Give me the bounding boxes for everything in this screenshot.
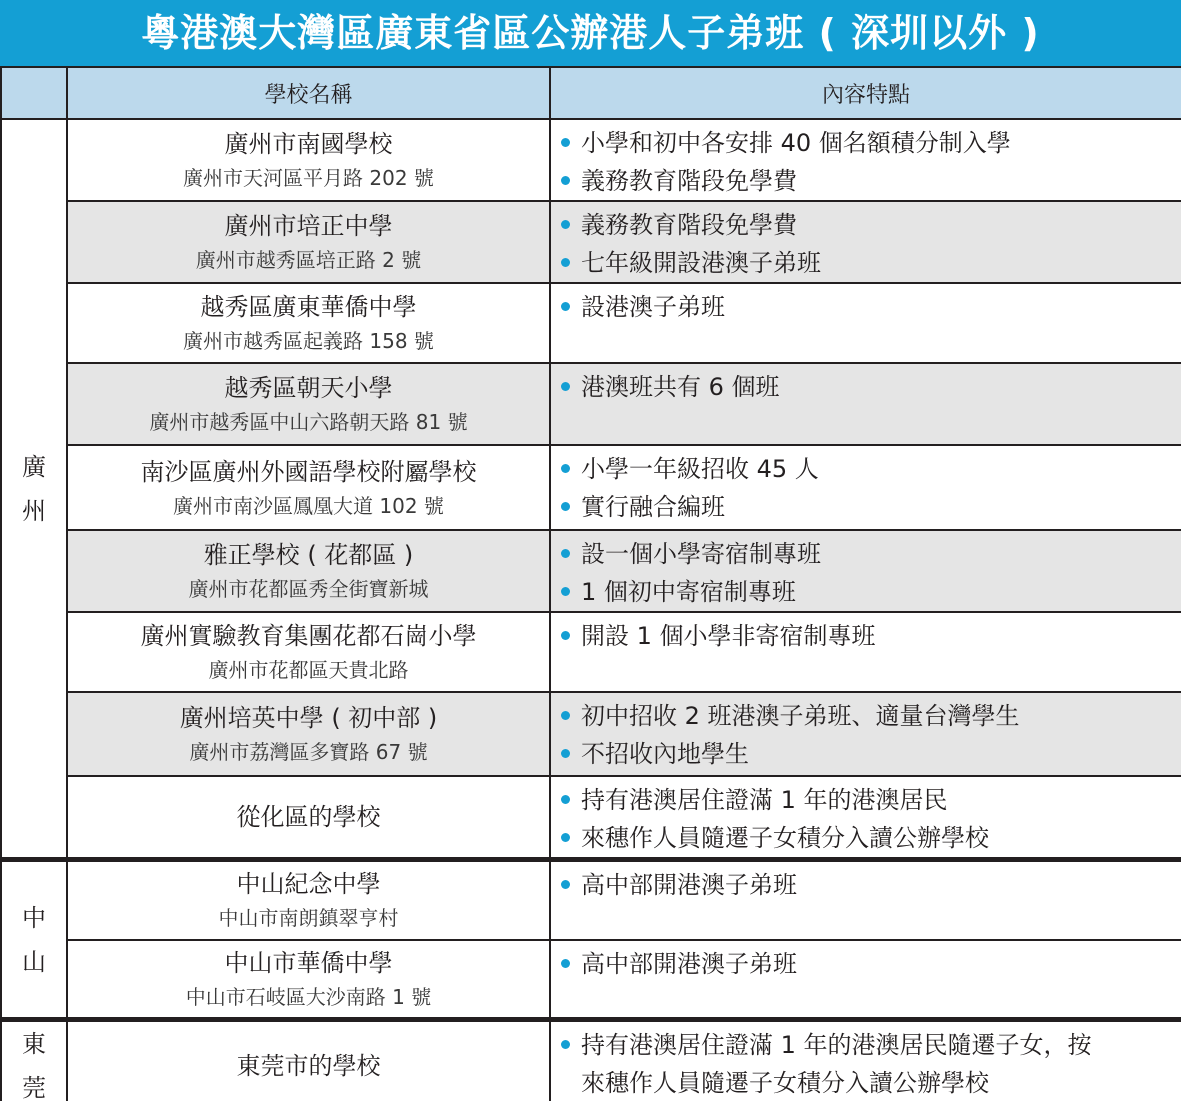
- school-name: 廣州實驗教育集團花都石崗小學: [140, 622, 477, 650]
- features-cell: [550, 692, 1181, 776]
- school-address: 廣州市天河區平月路 202 號: [183, 166, 434, 190]
- school-name: 東莞市的學校: [236, 1052, 381, 1080]
- feature-item: 實行融合編班: [559, 488, 1173, 526]
- region-char: 東: [22, 1030, 46, 1058]
- features-cell: [550, 119, 1181, 201]
- feature-item: 來穗作人員隨遷子女積分入讀公辦學校: [559, 819, 1173, 857]
- page-title: 粵港澳大灣區廣東省區公辦港人子弟班 ( 深圳以外 ): [0, 0, 1181, 66]
- feature-continuation: 來穗作人員隨遷子女積分入讀公辦學校: [581, 1069, 989, 1097]
- school-address: 廣州市越秀區培正路 2 號: [195, 248, 422, 272]
- feature-item: 小學一年級招收 45 人: [559, 450, 1173, 488]
- feature-item: 持有港澳居住證滿 1 年的港澳居民: [559, 781, 1173, 819]
- school-name: 南沙區廣州外國語學校附屬學校: [140, 457, 477, 486]
- features-cell: [550, 201, 1181, 283]
- school-name: 越秀區朝天小學: [224, 374, 393, 402]
- bullet-icon: [561, 176, 570, 185]
- table-row: [1, 1020, 1181, 1101]
- table-row: [1, 119, 1181, 201]
- features-cell: [550, 445, 1181, 530]
- region-char: 山: [22, 947, 46, 976]
- table-row: [1, 940, 1181, 1020]
- school-name: 雅正學校 ( 花都區 ): [203, 541, 414, 569]
- school-cell: [67, 119, 550, 201]
- school-cell: [67, 530, 550, 612]
- features-cell: [550, 612, 1181, 692]
- bullet-icon: [561, 220, 570, 229]
- bullet-icon: [561, 631, 570, 640]
- region-char: 莞: [22, 1074, 46, 1101]
- school-address: 廣州市南沙區鳳凰大道 102 號: [173, 493, 444, 518]
- header-features: 內容特點: [550, 67, 1181, 119]
- school-cell: [67, 283, 550, 363]
- school-name: 廣州市南國學校: [224, 130, 393, 158]
- header-region-cell: [1, 67, 67, 119]
- features-cell: [550, 283, 1181, 363]
- school-cell: [67, 612, 550, 692]
- school-cell: [67, 201, 550, 283]
- table-header-row: [1, 67, 1181, 119]
- region-zhongshan: [1, 860, 67, 1020]
- school-name: 越秀區廣東華僑中學: [200, 293, 417, 321]
- bullet-icon: [561, 258, 570, 267]
- feature-item: 港澳班共有 6 個班: [559, 368, 1173, 406]
- school-name: 廣州培英中學 ( 初中部 ): [179, 704, 438, 732]
- bullet-icon: [561, 587, 570, 596]
- school-cell: [67, 1020, 550, 1101]
- table-row: [1, 445, 1181, 530]
- school-address: 廣州市越秀區中山六路朝天路 81 號: [149, 410, 468, 434]
- bullet-icon: [561, 795, 570, 804]
- feature-item: 初中招收 2 班港澳子弟班、適量台灣學生: [559, 697, 1173, 735]
- school-name: 中山市華僑中學: [224, 948, 393, 977]
- features-cell: [550, 363, 1181, 445]
- school-table: [0, 66, 1181, 1101]
- features-cell: [550, 860, 1181, 940]
- bullet-icon: [561, 959, 570, 968]
- region-char: 州: [22, 496, 46, 525]
- table-row: [1, 363, 1181, 445]
- school-address: 廣州市荔灣區多寶路 67 號: [189, 740, 428, 764]
- bullet-icon: [561, 833, 570, 842]
- school-name: 中山紀念中學: [236, 870, 381, 899]
- school-name: 從化區的學校: [236, 803, 381, 831]
- region-char: 廣: [22, 452, 46, 481]
- school-cell: [67, 940, 550, 1020]
- region-guangzhou: [1, 119, 67, 860]
- features-cell: [550, 776, 1181, 860]
- feature-item: 1 個初中寄宿制專班: [559, 573, 1173, 611]
- feature-item: 持有港澳居住證滿 1 年的港澳居民隨遷子女，按: [559, 1026, 1173, 1064]
- school-address: 廣州市越秀區起義路 158 號: [183, 329, 434, 353]
- school-address: 廣州市花都區秀全街寶新城: [188, 577, 429, 601]
- region-dongguan: [1, 1020, 67, 1101]
- table-row: [1, 860, 1181, 940]
- features-cell: [550, 530, 1181, 612]
- school-address: 廣州市花都區天貴北路: [208, 658, 409, 682]
- feature-item: 設港澳子弟班: [559, 288, 1173, 326]
- school-cell: [67, 860, 550, 940]
- feature-item: 不招收內地學生: [559, 735, 1173, 773]
- bullet-icon: [561, 711, 570, 720]
- bullet-icon: [561, 382, 570, 391]
- feature-item: 開設 1 個小學非寄宿制專班: [559, 617, 1173, 655]
- bullet-icon: [561, 749, 570, 758]
- bullet-icon: [561, 549, 570, 558]
- school-address: 中山市石岐區大沙南路 1 號: [185, 984, 432, 1009]
- bullet-icon: [561, 880, 570, 889]
- table-row: [1, 530, 1181, 612]
- school-cell: [67, 363, 550, 445]
- school-cell: [67, 776, 550, 860]
- bullet-icon: [561, 1040, 570, 1049]
- header-school-name: 學校名稱: [67, 67, 550, 119]
- bullet-icon: [561, 502, 570, 511]
- table-row: [1, 201, 1181, 283]
- school-cell: [67, 692, 550, 776]
- feature-item: 小學和初中各安排 40 個名額積分制入學: [559, 124, 1173, 162]
- features-cell: [550, 940, 1181, 1020]
- bullet-icon: [561, 464, 570, 473]
- school-cell: [67, 445, 550, 530]
- bullet-icon: [561, 302, 570, 311]
- table-row: [1, 612, 1181, 692]
- school-name: 廣州市培正中學: [224, 212, 393, 240]
- table-row: [1, 283, 1181, 363]
- feature-item: 高中部開港澳子弟班: [559, 866, 1173, 904]
- features-cell: [550, 1020, 1181, 1101]
- region-char: 中: [22, 903, 46, 932]
- feature-item: 設一個小學寄宿制專班: [559, 535, 1173, 573]
- school-address: 中山市南朗鎮翠亨村: [218, 906, 399, 931]
- feature-item: 義務教育階段免學費: [559, 162, 1173, 200]
- table-row: [1, 776, 1181, 860]
- feature-item: 高中部開港澳子弟班: [559, 945, 1173, 983]
- feature-item: 義務教育階段免學費: [559, 206, 1173, 244]
- feature-item: 七年級開設港澳子弟班: [559, 244, 1173, 282]
- table-row: [1, 692, 1181, 776]
- bullet-icon: [561, 138, 570, 147]
